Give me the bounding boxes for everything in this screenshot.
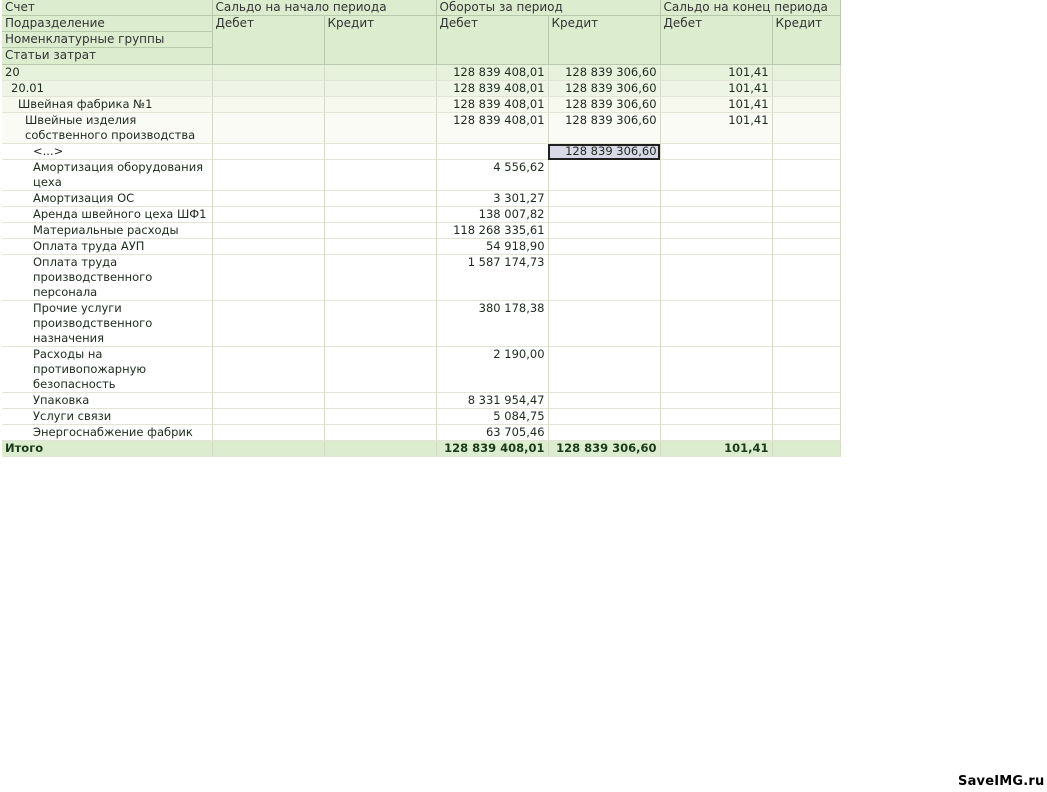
header-opening-balance[interactable]: Сальдо на начало периода [212, 0, 436, 16]
header-turnover[interactable]: Обороты за период [436, 0, 660, 16]
table-row[interactable] [2, 239, 840, 255]
total-closing-debit[interactable]: 101,41 [660, 441, 772, 457]
table-row[interactable] [2, 144, 840, 160]
row-name: Амортизация оборудования цеха [2, 160, 212, 191]
turnover-debit-cell[interactable]: 2 190,00 [436, 347, 548, 393]
row-name: 20 [2, 65, 212, 81]
turnover-debit-cell[interactable]: 128 839 408,01 [436, 65, 548, 81]
row-name: 20.01 [2, 81, 212, 97]
row-name: Расходы на противопожарную безопасность [2, 347, 212, 393]
table-row[interactable] [2, 160, 840, 191]
row-name: Прочие услуги производственного назначения [2, 301, 212, 347]
table-row[interactable] [2, 207, 840, 223]
header-costs[interactable]: Статьи затрат [2, 48, 212, 65]
closing-debit-cell[interactable]: 101,41 [660, 81, 772, 97]
table-row[interactable] [2, 425, 840, 441]
header-turnover-credit[interactable]: Кредит [548, 16, 660, 65]
row-name: <...> [2, 144, 212, 160]
turnover-debit-cell[interactable]: 63 705,46 [436, 425, 548, 441]
closing-debit-cell[interactable]: 101,41 [660, 65, 772, 81]
turnover-debit-cell[interactable]: 1 587 174,73 [436, 255, 548, 301]
table-row[interactable] [2, 113, 840, 144]
header-nomenclature[interactable]: Номенклатурные группы [2, 32, 212, 48]
row-name: Услуги связи [2, 409, 212, 425]
row-name: Энергоснабжение фабрик [2, 425, 212, 441]
turnover-debit-cell[interactable]: 128 839 408,01 [436, 81, 548, 97]
turnover-credit-cell[interactable]: 128 839 306,60 [548, 65, 660, 81]
balance-sheet-report [2, 0, 828, 457]
row-name: Оплата труда АУП [2, 239, 212, 255]
row-name: Швейная фабрика №1 [2, 97, 212, 113]
total-turnover-credit[interactable]: 128 839 306,60 [548, 441, 660, 457]
turnover-debit-cell[interactable]: 138 007,82 [436, 207, 548, 223]
turnover-credit-cell[interactable]: 128 839 306,60 [548, 113, 660, 144]
turnover-debit-cell[interactable]: 8 331 954,47 [436, 393, 548, 409]
watermark: SaveIMG.ru [958, 774, 1045, 789]
table-row[interactable] [2, 393, 840, 409]
row-name: Аренда швейного цеха ШФ1 [2, 207, 212, 223]
report-table [2, 0, 841, 457]
header-turnover-debit[interactable]: Дебет [436, 16, 548, 65]
table-row[interactable] [2, 255, 840, 301]
row-name: Материальные расходы [2, 223, 212, 239]
turnover-debit-cell[interactable]: 128 839 408,01 [436, 97, 548, 113]
table-row[interactable] [2, 81, 840, 97]
row-name: Упаковка [2, 393, 212, 409]
table-row[interactable] [2, 409, 840, 425]
closing-debit-cell[interactable]: 101,41 [660, 113, 772, 144]
table-row[interactable] [2, 191, 840, 207]
turnover-debit-cell[interactable]: 4 556,62 [436, 160, 548, 191]
header-division[interactable]: Подразделение [2, 16, 212, 32]
turnover-debit-cell[interactable]: 380 178,38 [436, 301, 548, 347]
turnover-debit-cell[interactable]: 5 084,75 [436, 409, 548, 425]
turnover-credit-cell[interactable]: 128 839 306,60 [548, 81, 660, 97]
selected-cell[interactable]: 128 839 306,60 [548, 144, 660, 160]
turnover-debit-cell[interactable]: 3 301,27 [436, 191, 548, 207]
table-row[interactable] [2, 65, 840, 81]
row-name: Швейные изделия собственного производства [2, 113, 212, 144]
turnover-debit-cell[interactable]: 54 918,90 [436, 239, 548, 255]
turnover-debit-cell[interactable]: 128 839 408,01 [436, 113, 548, 144]
total-label: Итого [2, 441, 212, 457]
header-opening-debit[interactable]: Дебет [212, 16, 324, 65]
total-turnover-debit[interactable]: 128 839 408,01 [436, 441, 548, 457]
closing-debit-cell[interactable]: 101,41 [660, 97, 772, 113]
table-row[interactable] [2, 97, 840, 113]
table-row[interactable] [2, 347, 840, 393]
table-row[interactable] [2, 223, 840, 239]
turnover-debit-cell[interactable]: 118 268 335,61 [436, 223, 548, 239]
row-name: Амортизация ОС [2, 191, 212, 207]
header-closing-credit[interactable]: Кредит [772, 16, 840, 65]
total-row[interactable] [2, 441, 840, 457]
header-closing-balance[interactable]: Сальдо на конец периода [660, 0, 840, 16]
header-closing-debit[interactable]: Дебет [660, 16, 772, 65]
row-name: Оплата труда производственного персонала [2, 255, 212, 301]
header-opening-credit[interactable]: Кредит [324, 16, 436, 65]
table-row[interactable] [2, 301, 840, 347]
header-account[interactable]: Счет [2, 0, 212, 16]
turnover-credit-cell[interactable]: 128 839 306,60 [548, 97, 660, 113]
